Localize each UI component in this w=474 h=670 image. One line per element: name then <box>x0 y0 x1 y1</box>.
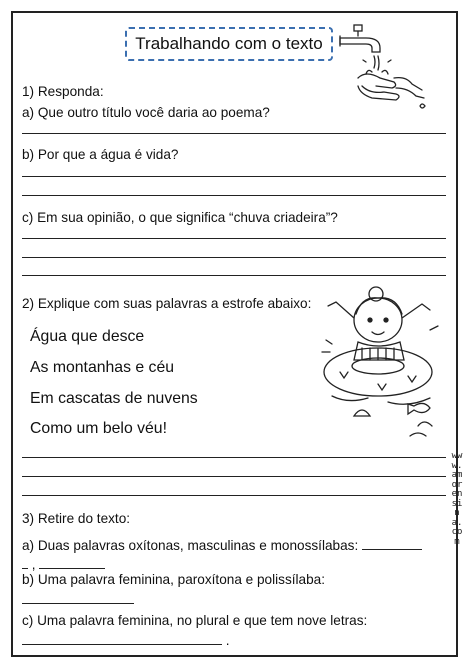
answer-line[interactable] <box>22 195 446 196</box>
comma: , <box>31 557 36 572</box>
question-3a-row <box>22 537 422 553</box>
poem-line: As montanhas e céu <box>30 359 175 376</box>
watermark: www.amorensina.com <box>451 451 463 547</box>
answer-line[interactable] <box>22 476 446 477</box>
page-title: Trabalhando com o texto <box>125 27 333 61</box>
answer-blank[interactable] <box>22 556 28 569</box>
question-3b: b) Uma palavra feminina, paroxítona e polissílaba: <box>22 572 325 587</box>
question-3c-answer <box>22 632 230 648</box>
question-1a: a) Que outro título você daria ao poema? <box>22 105 270 120</box>
answer-line[interactable] <box>22 457 446 458</box>
girl-swim-ring-icon <box>318 280 448 445</box>
answer-blank[interactable] <box>362 537 422 550</box>
question-1b: b) Por que a água é vida? <box>22 147 179 162</box>
question-3b-answer <box>22 591 134 607</box>
answer-blank[interactable] <box>22 591 134 604</box>
question-1c: c) Em sua opinião, o que significa “chuva criadeira”? <box>22 210 338 225</box>
poem-line: Água que desce <box>30 328 145 345</box>
question-2-heading: 2) Explique com suas palavras a estrofe abaixo: <box>22 296 312 311</box>
question-3a-row-2 <box>22 556 105 572</box>
question-3a: a) Duas palavras oxítonas, masculinas e monossílabas: <box>22 538 359 553</box>
poem-line: Como um belo véu! <box>30 420 167 437</box>
period: . <box>225 633 230 648</box>
answer-line[interactable] <box>22 275 446 276</box>
answer-line[interactable] <box>22 257 446 258</box>
faucet-hands-icon <box>336 22 436 112</box>
answer-line[interactable] <box>22 133 446 134</box>
question-1-heading: 1) Responda: <box>22 84 104 99</box>
poem-line: Em cascatas de nuvens <box>30 390 198 407</box>
answer-blank[interactable] <box>39 556 105 569</box>
answer-line[interactable] <box>22 495 446 496</box>
question-3-heading: 3) Retire do texto: <box>22 511 131 526</box>
answer-blank[interactable] <box>22 632 222 645</box>
answer-line[interactable] <box>22 176 446 177</box>
question-3c: c) Uma palavra feminina, no plural e que tem nove letras: <box>22 613 368 628</box>
answer-line[interactable] <box>22 238 446 239</box>
